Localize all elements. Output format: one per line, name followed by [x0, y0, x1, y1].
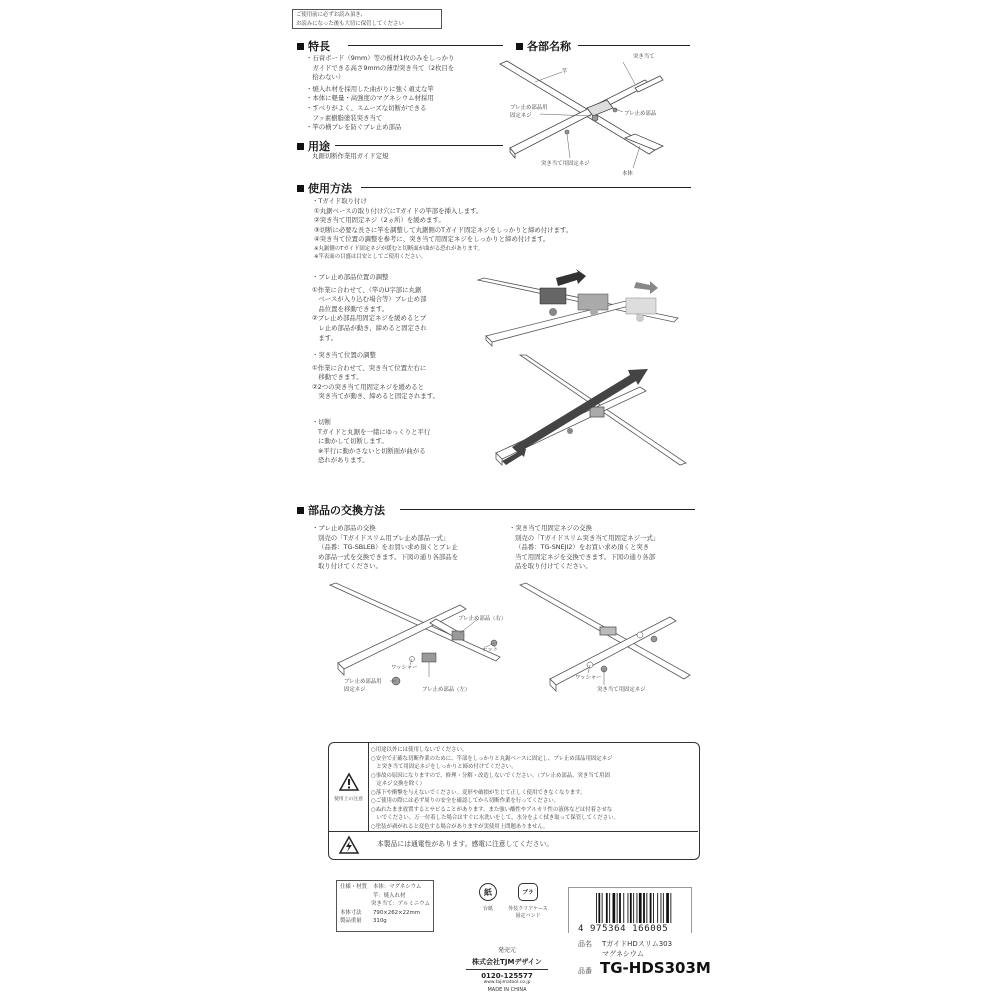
purpose-text: 丸鋸切断作業用ガイド定規 [312, 152, 389, 160]
stop-replace-line: 別売の「Tガイドスリム突き当て用固定ネジ一式」 [515, 533, 660, 542]
stop-adjust-section [312, 351, 439, 402]
feature-item: ガイドできる高さ9mmの薄型突き当て（2枚目を [306, 63, 455, 72]
parts-heading-text: 各部名称 [527, 40, 571, 53]
spec-row [340, 900, 430, 909]
barcode-bar [646, 893, 647, 923]
label-lock-screw [510, 104, 548, 120]
paper-recycle [476, 883, 500, 912]
install-section [312, 197, 572, 262]
product-code: TG-HDS303M [600, 959, 711, 977]
plastic-recycle [508, 883, 548, 919]
divider [361, 187, 691, 188]
product-code-label: 品番 [578, 967, 592, 975]
features-heading [297, 38, 330, 54]
label-lock-screw-line: 固定ネジ [510, 113, 532, 119]
lock-replace-title: ・ブレ止め部品の交換 [312, 524, 376, 532]
notice-item: ○安全で正確な切断作業のために、竿部をしっかりと丸鋸ベースに固定し、ブレ止め部品用固定ネジ [371, 755, 613, 762]
spec-value: 310g [373, 918, 387, 924]
lock-replace-line: 取り付けてください。 [318, 562, 382, 571]
label-stop-washer: ワッシャー [575, 675, 602, 681]
divider [335, 145, 503, 146]
notice-item: いでください。万一付着した場合はすぐに水洗いをして、水分をよく拭き取って保管してください。 [371, 815, 619, 821]
lock-adjust-step: ②ブレ止め部品用固定ネジを緩めるとブ [312, 314, 427, 323]
barcode-bar [663, 893, 664, 923]
spec-key: 本体寸法 [340, 909, 362, 916]
divider [400, 509, 695, 510]
cutting-step: 恐れがあります。 [318, 456, 369, 465]
barcode-bar [643, 893, 645, 923]
barcode-bar [598, 893, 600, 923]
seller-origin: MADE IN CHINA [487, 987, 527, 993]
how-to-use-heading [297, 180, 352, 196]
paper-recycle-icon [479, 883, 497, 901]
how-to-use-heading-text: 使用方法 [308, 182, 352, 195]
barcode [596, 893, 686, 923]
stop-adjust-step: 移動できます。 [312, 373, 363, 382]
feature-item: ・すべりがよく、スムーズな切断ができる [306, 103, 427, 112]
notice-box [328, 742, 700, 860]
barcode-bar [639, 893, 642, 923]
spec-key: 仕様・材質 [340, 884, 367, 890]
plastic-label: 外装クリアケース [508, 906, 548, 912]
spec-row [340, 883, 430, 892]
label-stop: 突き当て [633, 54, 655, 60]
replacement-heading-text: 部品の交換方法 [308, 504, 385, 517]
spec-row [340, 917, 430, 926]
heading-square-icon [297, 185, 304, 192]
heading-square-icon [297, 507, 304, 514]
barcode-bar [653, 893, 654, 923]
barcode-bar [637, 893, 638, 923]
stop-replace-line: （品番：TG-SNEJI2）をお買い求め頂くと突き [515, 543, 650, 552]
stop-replace-line: 当て用固定ネジを交換できます。下図の通り各部 [515, 552, 656, 561]
lock-adjust-step: レ止め部品が動き、締めると固定され [312, 323, 427, 332]
feature-item: ・竿の横ブレを防ぐブレ止め部品 [306, 123, 402, 132]
specs-box [336, 880, 434, 932]
install-step: ②突き当て用固定ネジ（2ヵ所）を緩めます。 [314, 216, 445, 225]
feature-item: ・本体に軽量・高強度のマグネシウム材採用 [306, 94, 434, 103]
lock-replace-line: め部品一式を交換できます。下図の通り各部品を [318, 552, 459, 561]
label-lock-washer: ワッシャー [391, 665, 418, 671]
plastic-mark-text: プラ [522, 890, 534, 896]
label-lock-screw-replace [344, 678, 382, 694]
cutting-step: ※平行に動かさないと切断面が曲がる [318, 446, 426, 455]
product-material: マグネシウム [602, 950, 644, 958]
seller-label: 発売元 [497, 947, 516, 954]
cutting-title: ・切断 [312, 418, 332, 426]
spec-key: 製品重量 [340, 918, 362, 924]
heading-square-icon [297, 43, 304, 50]
seller-url: www.tajimatool.co.jp [483, 980, 531, 985]
stop-adjust-step: 突き当てが動き、締めると固定されます。 [312, 392, 440, 401]
notice-item: と突き当て用固定ネジをしっかりと締め付けてください。 [371, 764, 517, 770]
label-lock-screw-line: ブレ止め部品用 [510, 105, 548, 111]
lock-adjust-diagram [478, 268, 688, 348]
barcode-bar [628, 893, 629, 923]
purpose-heading-text: 用途 [308, 140, 330, 153]
barcode-bar [619, 893, 621, 923]
barcode-bar [617, 893, 618, 923]
feature-item: フッ素樹脂塗装突き当て [306, 113, 383, 122]
feature-item: ・焼入れ材を採用した曲がりに強く頑丈な竿 [306, 84, 434, 93]
divider [348, 45, 503, 46]
lock-adjust-step: ベースが入り込む場合等）ブレ止め部 [312, 295, 427, 304]
product-name-label: 品名 [578, 940, 592, 948]
electric-icon-cell [329, 836, 369, 854]
spec-row [340, 909, 430, 918]
barcode-bar [666, 893, 669, 923]
barcode-bar [657, 893, 658, 923]
spec-value: 突き当て：アルミニウム [370, 901, 430, 907]
label-stop-screw: 突き当て用固定ネジ [541, 161, 590, 167]
cutting-step: に動かして切断します。 [318, 437, 388, 446]
seller-phone: 0120-125577 [481, 972, 533, 980]
spec-value: 本体：マグネシウム [373, 884, 422, 890]
barcode-bar [602, 893, 603, 923]
barcode-bar [609, 893, 610, 923]
barcode-digits: 4 975364 166005 [578, 924, 669, 934]
install-note: ※竿表面の目盛は目安としてご使用ください。 [314, 254, 427, 261]
install-note: ※丸鋸側のTガイド固定ネジが緩むと切断面が曲がる恐れがあります。 [314, 245, 483, 252]
lock-replace-line: 別売の「Tガイドスリム用ブレ止め部品一式」 [318, 533, 450, 542]
barcode-bar [613, 893, 616, 923]
spec-value: 790×262×22mm [373, 909, 420, 916]
lock-adjust-section [312, 273, 427, 343]
notice-item: ○塗装が剥がれると変色する場合がありますが実使用上問題ありません。 [371, 823, 549, 830]
stop-replace-title: ・突き当て用固定ネジの交換 [509, 524, 593, 532]
spec-key [340, 892, 373, 901]
notice-item: ○落下や衝撃を与えないでください。変形や破損が生じて正しく使用できなくなります。 [371, 789, 586, 796]
label-body: 本体 [622, 171, 633, 177]
lock-adjust-step: ①作業に合わせて、（竿のU字部に丸鋸 [312, 285, 422, 294]
stop-replace-line: 品を取り付けてください。 [515, 562, 592, 571]
notice-item: ○事故の原因になりますので、修理・分解・改造しないでください。（ブレ止め部品、突き当て用固 [371, 772, 610, 779]
install-title: ・Tガイド取り付け [312, 197, 367, 205]
install-step: ③切断に必要な長さに竿を調整して丸鋸側のTガイド固定ネジをしっかりと締め付けます。 [314, 225, 573, 234]
heading-square-icon [297, 143, 304, 150]
stop-adjust-title: ・突き当て位置の調整 [312, 351, 376, 359]
stop-replace-diagram [520, 585, 700, 695]
lock-adjust-step: ます。 [312, 333, 338, 342]
electric-hazard-icon [339, 836, 359, 854]
feature-item: 拾わない） [306, 73, 345, 82]
cutting-step: Tガイドと丸鋸を一緒にゆっくりと平行 [318, 427, 431, 436]
spec-row [340, 892, 430, 901]
label-lock-screw-replace-line: 固定ネジ [344, 687, 366, 693]
notice-list [371, 746, 619, 831]
notice-item: ○ご使用の際には必ず周りの安全を確認してから切断作業を行ってください。 [371, 798, 559, 804]
lock-replace-section [312, 524, 458, 572]
barcode-bar [606, 893, 608, 923]
label-lock-left: ブレ止め部品（左） [422, 687, 471, 693]
features-list [306, 54, 454, 133]
top-note-line: お読みになった後も大切に保管してください [296, 20, 404, 27]
caution-icon [339, 773, 359, 791]
barcode-bar [633, 893, 634, 923]
caution-label: 使用上の注意 [334, 796, 363, 802]
barcode-bar [630, 893, 632, 923]
label-rod: 竿 [562, 69, 568, 75]
feature-item: ・石膏ボード（9mm）等の板材1枚のみをしっかり [306, 54, 455, 62]
replacement-heading [297, 502, 385, 518]
stop-adjust-step: ①作業に合わせて、突き当て位置左右に [312, 363, 427, 372]
plastic-label: 固定バンド [515, 913, 541, 919]
cutting-section [312, 418, 430, 466]
label-lock-part: ブレ止め部品 [624, 111, 657, 117]
divider [578, 45, 690, 46]
notice-item: ○用途以外には使用しないでください。 [371, 747, 468, 753]
seller-block [462, 945, 552, 993]
seller-divider [466, 969, 548, 970]
barcode-bar [661, 893, 662, 923]
barcode-bar [596, 893, 597, 923]
paper-label: 台紙 [482, 906, 493, 912]
barcode-bar [670, 893, 671, 923]
install-step: ①丸鋸ベースの取り付け穴にTガイドの竿部を挿入します。 [314, 206, 483, 215]
lock-adjust-step: 品位置を移動できます。 [312, 304, 389, 313]
heading-square-icon [516, 43, 523, 50]
top-note-line: ご使用前に必ずお読み頂き、 [296, 12, 366, 18]
seller-company: 株式会社TJMデザイン [472, 958, 542, 966]
caution-column [329, 743, 369, 831]
label-nut: ナット [482, 647, 499, 653]
plastic-recycle-icon [518, 883, 538, 901]
top-note-box [292, 9, 442, 29]
stop-replace-section [509, 524, 659, 572]
paper-mark-text: 紙 [484, 887, 492, 897]
spec-value: 竿：焼入れ材 [373, 892, 406, 899]
label-lock-screw-replace-line: ブレ止め部品用 [344, 679, 382, 685]
features-heading-text: 特長 [308, 40, 330, 53]
spec-key [340, 900, 371, 909]
lock-replace-line: （品番：TG-SBLEB）をお買い求め頂くとブレ止 [318, 543, 458, 552]
install-step: ④突き当て位置の調整を参考に、突き当て用固定ネジをしっかりと締め付けます。 [314, 235, 550, 244]
electric-row [329, 831, 698, 858]
notice-item: ○ぬれたまま放置するとサビることがあります。また強い酸性やアルカリ性の液体などは付着させな [371, 806, 613, 813]
stop-cut-diagram [490, 355, 690, 470]
barcode-bar [650, 893, 652, 923]
barcode-bar [623, 893, 624, 923]
label-stop-screw-replace: 突き当て用固定ネジ [597, 687, 646, 693]
lock-adjust-title: ・ブレ止め部品位置の調整 [312, 273, 389, 281]
electric-warning-text: 本製品には通電性があります。感電に注意してください。 [377, 840, 554, 849]
product-name: TガイドHDスリム303 [602, 940, 673, 948]
notice-item: 定ネジ交換を除く） [371, 781, 425, 787]
label-lock-right: ブレ止め部品（右） [458, 616, 507, 622]
stop-adjust-step: ②2つの突き当て用固定ネジを緩めると [312, 382, 425, 391]
